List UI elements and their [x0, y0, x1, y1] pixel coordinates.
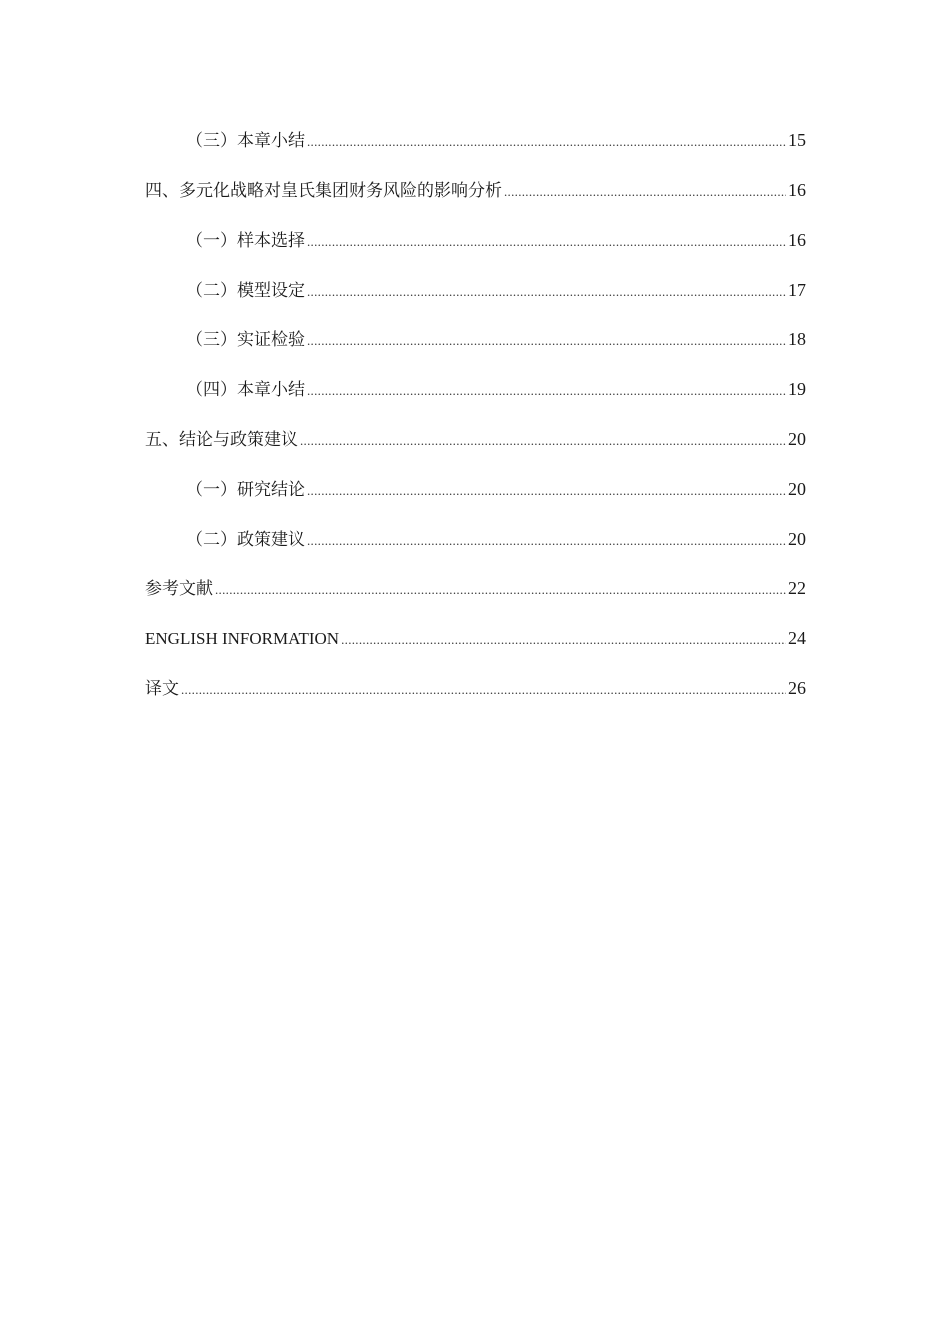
toc-entry-title: （三）实证检验: [186, 330, 305, 350]
toc-entry-page: 22: [788, 578, 806, 598]
toc-entry-title: 四、多元化战略对皇氏集团财务风险的影响分析: [145, 181, 502, 201]
dot-leader: [307, 130, 786, 154]
dot-leader: [341, 628, 786, 652]
dot-leader: [504, 180, 786, 204]
toc-entry-title: （二）政策建议: [186, 530, 305, 550]
toc-entry-title: （二）模型设定: [186, 281, 305, 301]
toc-entry-page: 16: [788, 180, 806, 200]
toc-entry[interactable]: [145, 178, 806, 202]
toc-entry[interactable]: [186, 278, 806, 302]
toc-entry-page: 20: [788, 529, 806, 549]
toc-entry[interactable]: [186, 527, 806, 551]
toc-entry-page: 20: [788, 479, 806, 499]
dot-leader: [215, 578, 786, 602]
toc-entry[interactable]: [186, 327, 806, 351]
toc-entry-page: 17: [788, 280, 806, 300]
dot-leader: [307, 280, 786, 304]
toc-entry-title: （一）研究结论: [186, 480, 305, 500]
toc-entry-title: ENGLISH INFORMATION: [145, 629, 340, 648]
dot-leader: [307, 329, 786, 353]
toc-entry[interactable]: [145, 676, 806, 700]
dot-leader: [300, 429, 786, 453]
toc-entry[interactable]: [186, 377, 806, 401]
toc-entry-title: 译文: [145, 679, 179, 699]
dot-leader: [307, 479, 786, 503]
toc-entry-page: 16: [788, 230, 806, 250]
toc-entry-page: 26: [788, 678, 806, 698]
toc-entry-page: 24: [788, 628, 806, 648]
dot-leader: [181, 678, 786, 702]
toc-entry-page: 18: [788, 329, 806, 349]
toc-entry-title: （一）样本选择: [186, 231, 305, 251]
dot-leader: [307, 230, 786, 254]
dot-leader: [307, 379, 786, 403]
toc-entry[interactable]: [186, 228, 806, 252]
toc-entry-page: 15: [788, 130, 806, 150]
toc-entry-title: （四）本章小结: [186, 380, 305, 400]
toc-entry-title: 参考文献: [145, 579, 213, 599]
toc-entry[interactable]: [145, 626, 806, 650]
toc-entry-page: 19: [788, 379, 806, 399]
toc-entry[interactable]: [145, 576, 806, 600]
toc-entry[interactable]: [186, 477, 806, 501]
dot-leader: [307, 529, 786, 553]
toc-entry[interactable]: [145, 427, 806, 451]
toc-entry-page: 20: [788, 429, 806, 449]
toc-entry[interactable]: [186, 128, 806, 152]
toc-entry-title: （三）本章小结: [186, 131, 305, 151]
toc-entry-title: 五、结论与政策建议: [145, 430, 298, 450]
